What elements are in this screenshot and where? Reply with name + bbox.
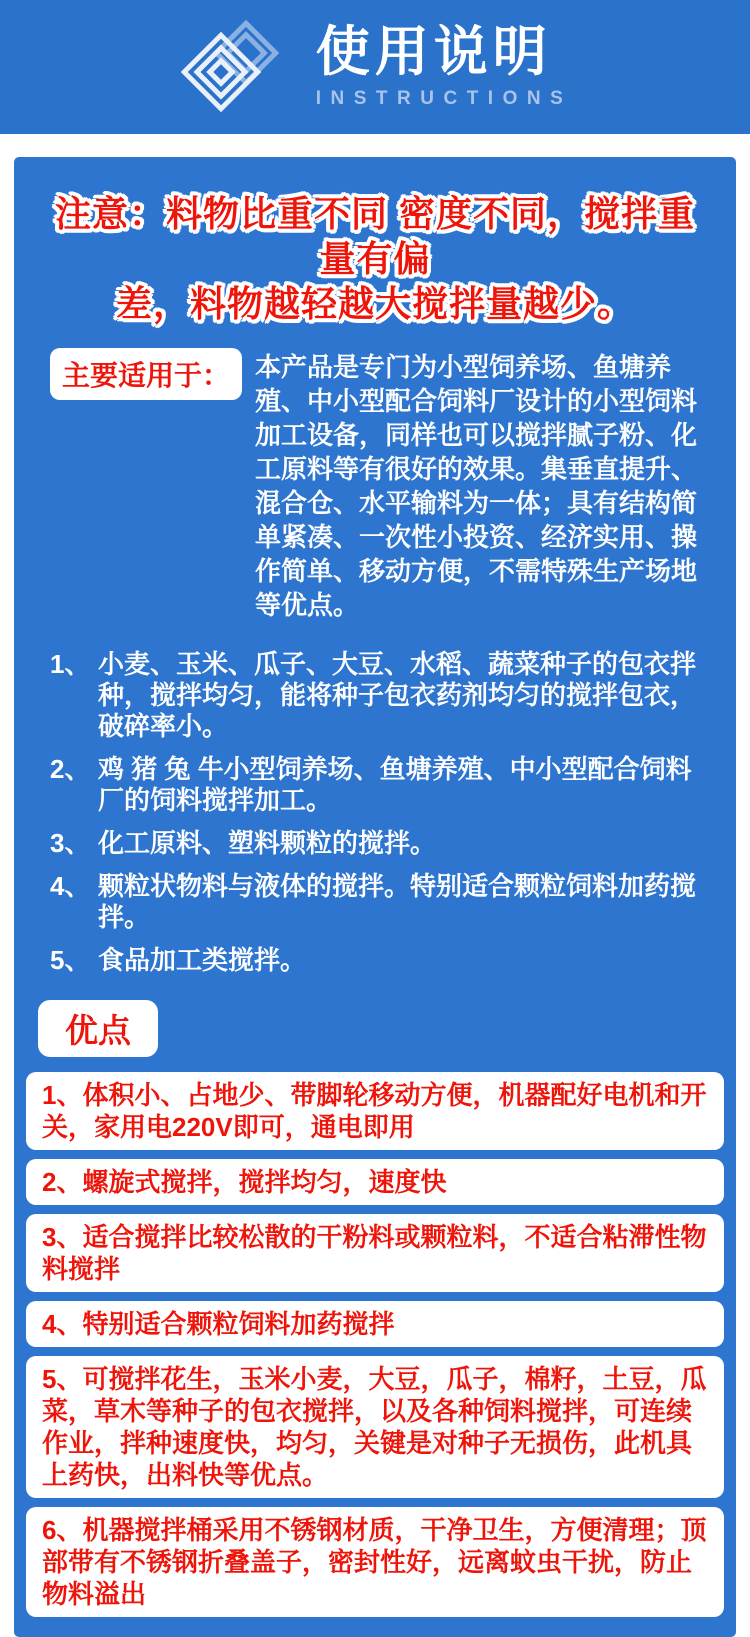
use-case-item (50, 649, 716, 742)
use-case-item (50, 871, 716, 933)
header-text (316, 24, 573, 110)
advantage-bar: 2、螺旋式搅拌，搅拌均匀，速度快 (26, 1159, 724, 1205)
use-case-list (14, 649, 736, 976)
use-case-text: 化工原料、塑料颗粒的搅拌。 (98, 828, 437, 858)
use-case-number: 3、 (50, 828, 91, 858)
use-case-text: 颗粒状物料与液体的搅拌。特别适合颗粒饲料加药搅拌。 (98, 871, 697, 932)
use-case-number: 4、 (50, 871, 91, 901)
header-content (178, 21, 573, 113)
use-case-number: 1、 (50, 649, 91, 679)
notice-headline (14, 191, 736, 326)
use-case-number: 5、 (50, 945, 91, 975)
use-case-text: 小麦、玉米、瓜子、大豆、水稻、蔬菜种子的包衣拌种，搅拌均匀，能将种子包衣药剂均匀的搅拌包衣，破碎率小。 (98, 649, 697, 741)
header-banner (0, 0, 750, 134)
advantage-bar: 4、特别适合颗粒饲料加药搅拌 (26, 1301, 724, 1347)
notice-line-2: 差，料物越轻越大搅拌量越少。 (115, 283, 634, 324)
advantages-title: 优点 (38, 1000, 158, 1057)
suitable-description: 本产品是专门为小型饲养场、鱼塘养殖、中小型配合饲料厂设计的小型饲料加工设备，同样也可以搅拌腻子粉、化工原料等有很好的效果。集垂直提升、混合仓、水平输料为一体；具有结构简单紧凑、一次性小投资、经济实用、操作简单、移动方便，不需特殊生产场地等优点。 (255, 352, 698, 620)
notice-line-1: 注意：料物比重不同 密度不同，搅拌重量有偏 (54, 193, 695, 279)
advantages-list (26, 1072, 724, 1617)
advantage-bar: 1、体积小、占地少、带脚轮移动方便，机器配好电机和开关，家用电220V即可，通电即用 (26, 1072, 724, 1150)
use-case-text: 食品加工类搅拌。 (98, 945, 307, 975)
nested-diamonds-icon (178, 21, 288, 113)
use-case-text: 鸡 猪 兔 牛小型饲养场、鱼塘养殖、中小型配合饲料厂的饲料搅拌加工。 (98, 754, 692, 815)
advantage-bar: 5、可搅拌花生，玉米小麦，大豆，瓜子，棉籽，土豆，瓜菜，草木等种子的包衣搅拌，以及各种饲料搅拌，可连续作业，拌种速度快，均匀，关键是对种子无损伤，此机具上药快，出料快等优点。 (26, 1356, 724, 1498)
suitable-label: 主要适用于： (50, 348, 242, 400)
suitable-section (14, 326, 736, 622)
use-case-item (50, 945, 716, 976)
advantage-bar: 3、适合搅拌比较松散的干粉料或颗粒料，不适合粘滞性物料搅拌 (26, 1214, 724, 1292)
content-panel (14, 157, 736, 1637)
use-case-number: 2、 (50, 754, 91, 784)
use-case-item (50, 754, 716, 816)
use-case-item (50, 828, 716, 859)
advantage-bar: 6、机器搅拌桶采用不锈钢材质，干净卫生，方便清理；顶部带有不锈钢折叠盖子，密封性好，远离蚊虫干扰，防止物料溢出 (26, 1507, 724, 1617)
page-subtitle: INSTRUCTIONS (315, 87, 573, 109)
page-title: 使用说明 (315, 22, 552, 83)
